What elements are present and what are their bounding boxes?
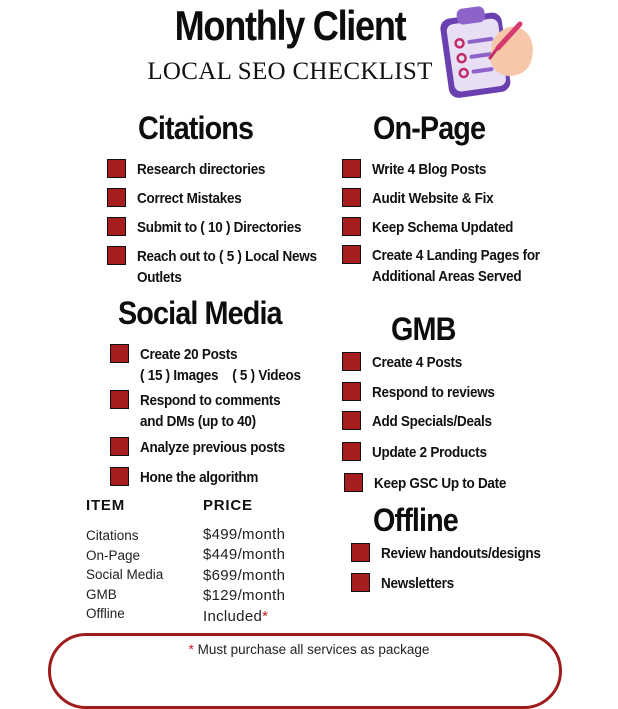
checkbox[interactable] [110,467,129,486]
price-table-item: Social Media [86,567,164,583]
price-table-price: $499/month [203,526,286,543]
checklist-item[interactable] [110,390,296,432]
section-title-citations: Citations [138,110,254,146]
section-title-social-media: Social Media [118,295,282,331]
checkbox[interactable] [351,543,370,562]
price-table-price-included: Included* [203,607,269,625]
checkbox[interactable] [342,411,361,430]
checklist-item[interactable] [107,217,319,238]
item-label: Analyze previous posts [140,439,285,456]
price-table-item: On-Page [86,547,141,563]
checklist-item[interactable] [351,573,462,594]
item-label: Respond to comments and DMs (up to 40) [140,392,281,430]
item-label: Update 2 Products [372,444,487,461]
checklist-item[interactable] [342,352,472,373]
item-label: Add Specials/Deals [372,413,492,430]
price-table-price-header: PRICE [203,497,253,514]
checklist-item[interactable] [107,246,337,288]
checklist-item[interactable] [110,467,271,488]
price-table-item: GMB [86,586,117,602]
item-label: Correct Mistakes [137,190,242,207]
checklist-item[interactable] [342,159,499,180]
item-label: Create 4 Posts [372,354,463,371]
checklist-item[interactable] [342,382,508,403]
item-label: Audit Website & Fix [372,190,494,207]
checklist-item[interactable] [342,188,507,209]
checkbox[interactable] [110,390,129,409]
item-label: Respond to reviews [372,384,495,401]
item-label: Review handouts/designs [381,545,541,562]
page-subtitle: LOCAL SEO CHECKLIST [147,58,433,85]
price-table-item-header: ITEM [86,497,126,514]
item-label: Keep GSC Up to Date [374,475,507,492]
checkbox[interactable] [342,245,361,264]
checkbox[interactable] [342,442,361,461]
price-table-price: $699/month [203,566,286,584]
page-title: Monthly Client [174,2,406,49]
checklist-item[interactable] [342,411,505,432]
price-table-item: Offline [86,606,125,622]
price-table-price: $449/month [203,546,286,564]
checkbox[interactable] [110,437,129,456]
section-title-gmb: GMB [391,311,456,347]
section-title-offline: Offline [373,502,458,538]
price-table-item: Citations [86,528,139,543]
checkbox[interactable] [344,473,363,492]
item-label: Reach out to ( 5 ) Local News Outlets [137,248,317,286]
checklist-item[interactable] [342,217,529,238]
checkbox[interactable] [107,246,126,265]
checklist-item[interactable] [342,442,499,463]
checkbox[interactable] [342,352,361,371]
checkbox[interactable] [342,382,361,401]
checklist-item[interactable] [110,344,319,386]
checkbox[interactable] [107,188,126,207]
checklist-item[interactable] [344,473,521,494]
checkbox[interactable] [342,159,361,178]
item-label: Research directories [137,161,266,178]
item-label: Create 20 Posts ( 15 ) Images ( 5 ) Videos [140,346,301,384]
section-title-onpage: On-Page [373,110,486,146]
item-label: Submit to ( 10 ) Directories [137,219,302,236]
footer-note: * Must purchase all services as package [188,642,430,657]
checkbox[interactable] [107,159,126,178]
checkbox[interactable] [342,188,361,207]
price-table-prices [203,525,285,627]
clipboard-checklist-icon [434,2,544,98]
item-label: Hone the algorithm [140,469,259,486]
checkbox[interactable] [342,217,361,236]
item-label: Keep Schema Updated [372,219,514,236]
price-table-price: $129/month [203,587,286,605]
asterisk: * [188,642,194,657]
item-label: Create 4 Landing Pages for Additional Areas Served [372,247,540,285]
item-label: Write 4 Blog Posts [372,161,487,178]
checklist-item[interactable] [351,543,558,564]
checklist-item[interactable] [107,159,279,180]
item-label: Newsletters [381,575,454,592]
checkbox[interactable] [351,573,370,592]
checkbox[interactable] [107,217,126,236]
price-table-items [86,526,163,624]
checklist-item[interactable] [110,437,301,458]
asterisk: * [262,607,269,625]
checklist-item[interactable] [107,188,253,209]
checklist-item[interactable] [342,245,558,287]
checkbox[interactable] [110,344,129,363]
